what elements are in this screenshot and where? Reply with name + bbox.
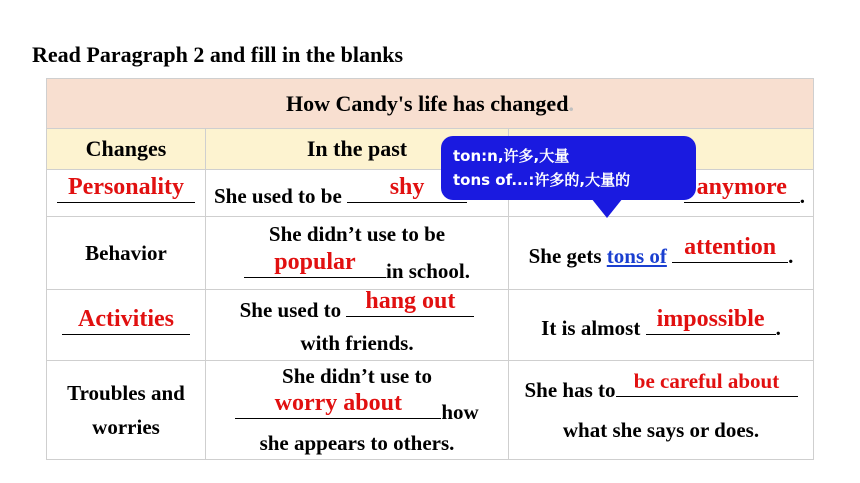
answer-text: anymore	[696, 173, 787, 200]
cell-text: She gets	[528, 243, 602, 268]
answer-text: popular	[274, 249, 356, 275]
answer-text: worry about	[274, 390, 402, 416]
header-in-the-past: In the past	[206, 129, 509, 170]
cell-change: Behavior	[47, 217, 206, 290]
cell-text: what she says or does.	[562, 418, 760, 442]
cell-past	[206, 290, 509, 361]
title-dot: .	[568, 90, 574, 116]
blank[interactable]	[684, 173, 800, 203]
changes-table	[46, 78, 814, 460]
header-changes: Changes	[47, 129, 206, 170]
blank[interactable]	[616, 370, 798, 397]
cell-now	[509, 290, 814, 361]
answer-text: shy	[389, 173, 425, 200]
page-heading: Read Paragraph 2 and fill in the blanks	[32, 42, 404, 67]
answer-text: be careful about	[633, 369, 780, 393]
cell-text: .	[799, 183, 805, 208]
cell-text: in school.	[385, 259, 471, 283]
cell-now	[509, 217, 814, 290]
cell-text: .	[775, 315, 781, 340]
tons-of-link[interactable]: tons of	[606, 243, 667, 268]
cell-text: She didn’t use to be	[268, 222, 446, 246]
cell-text: She didn’t use to	[282, 364, 432, 388]
callout-line-1: ton:n,许多,大量	[453, 147, 570, 165]
blank[interactable]	[346, 290, 474, 317]
cell-text: She has to	[524, 378, 616, 402]
cell-text: with friends.	[300, 331, 414, 355]
cell-text: Troubles and	[67, 381, 185, 405]
cell-text: worries	[92, 415, 160, 439]
cell-change	[47, 290, 206, 361]
table-row	[47, 361, 814, 460]
cell-change	[47, 361, 206, 460]
blank[interactable]	[244, 251, 386, 278]
table-row	[47, 290, 814, 361]
table-title-text: How Candy's life has changed	[286, 90, 569, 116]
vocab-callout	[441, 136, 696, 200]
cell-text: how	[441, 400, 479, 424]
answer-text: impossible	[656, 305, 765, 332]
cell-text: she appears to others.	[259, 431, 455, 455]
answer-text: Personality	[68, 173, 184, 200]
blank[interactable]	[235, 392, 441, 419]
blank[interactable]	[646, 305, 776, 335]
table-row	[47, 170, 814, 217]
blank[interactable]	[57, 173, 195, 203]
callout-line-2: tons of...:许多的,大量的	[453, 171, 631, 189]
cell-text: .	[788, 243, 794, 268]
cell-past	[206, 217, 509, 290]
cell-text: She used to be	[214, 183, 342, 208]
blank[interactable]	[62, 305, 190, 335]
cell-now	[509, 361, 814, 460]
cell-text: It is almost	[541, 315, 641, 340]
answer-text: hang out	[365, 288, 456, 314]
cell-text: She used to	[239, 298, 342, 322]
table-row	[47, 217, 814, 290]
answer-text: Activities	[78, 305, 174, 332]
cell-change	[47, 170, 206, 217]
table-title	[47, 79, 814, 129]
blank[interactable]	[672, 233, 788, 263]
answer-text: attention	[684, 233, 777, 260]
cell-past	[206, 361, 509, 460]
